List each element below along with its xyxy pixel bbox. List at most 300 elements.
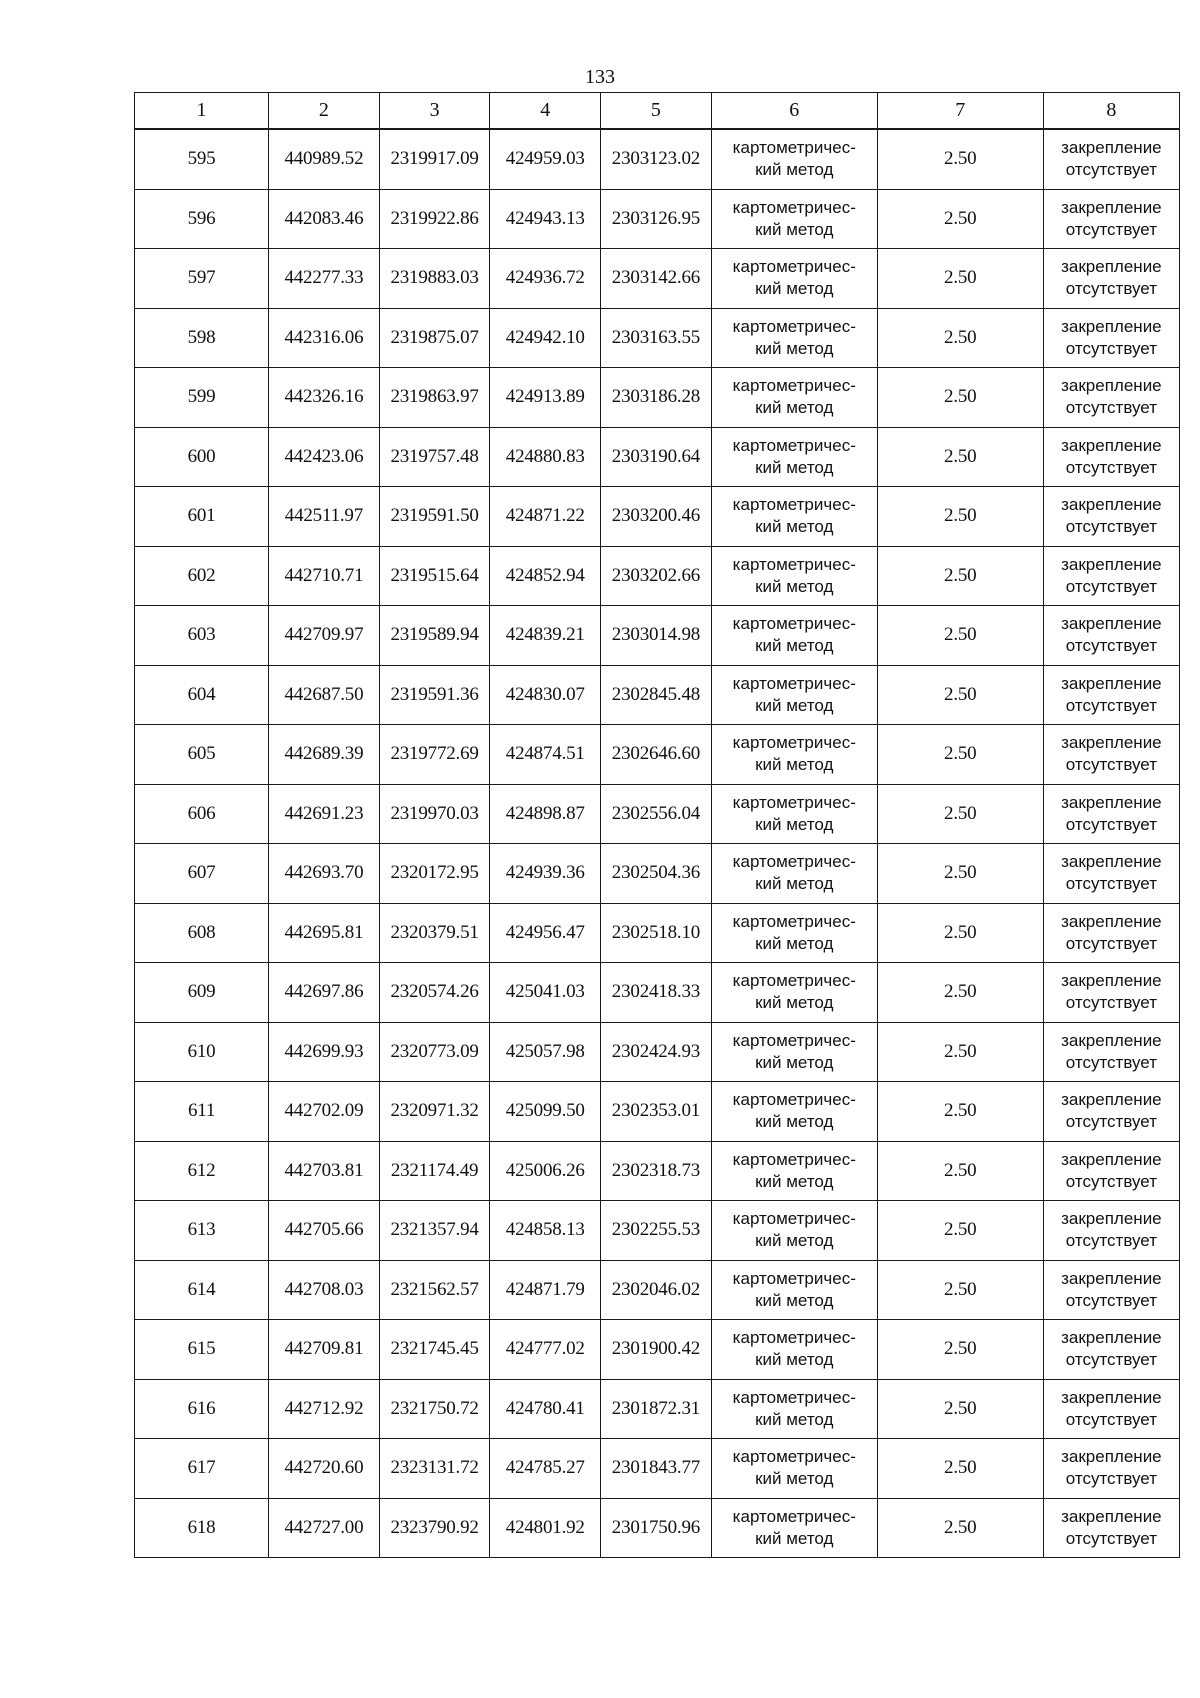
table-row: [135, 189, 1180, 249]
coordinate-cell-4: 424871.79: [490, 1260, 601, 1320]
fixation-cell: [1043, 1498, 1179, 1558]
fixation-cell-line-2: отсутствует: [1065, 398, 1157, 418]
accuracy-cell: 2.50: [877, 1201, 1043, 1261]
method-cell: [711, 963, 877, 1023]
method-cell: [711, 1439, 877, 1499]
coordinate-cell-5: 2303200.46: [601, 487, 712, 547]
method-cell-line-1: картометричес-: [732, 257, 856, 277]
coordinate-cell-3: 2319591.50: [379, 487, 490, 547]
coordinate-cell-2: 442423.06: [269, 427, 380, 487]
table-row: [135, 1320, 1180, 1380]
coordinate-cell-5: 2301900.42: [601, 1320, 712, 1380]
coordinate-cell-3: 2321745.45: [379, 1320, 490, 1380]
accuracy-cell: 2.50: [877, 1439, 1043, 1499]
coordinate-cell-2: 442705.66: [269, 1201, 380, 1261]
fixation-cell-line-1: закрепление: [1061, 1506, 1162, 1526]
method-cell-line-1: картометричес-: [732, 1506, 856, 1526]
method-cell-line-1: картометричес-: [732, 911, 856, 931]
method-cell-line-1: картометричес-: [732, 792, 856, 812]
method-cell-line-2: кий метод: [755, 279, 834, 299]
fixation-cell-line-2: отсутствует: [1065, 517, 1157, 537]
point-number-cell: 613: [135, 1201, 269, 1261]
point-number-cell: 616: [135, 1379, 269, 1439]
coordinate-cell-2: 442703.81: [269, 1141, 380, 1201]
method-cell-line-1: картометричес-: [732, 733, 856, 753]
method-cell-line-1: картометричес-: [732, 554, 856, 574]
fixation-cell-line-1: закрепление: [1061, 197, 1162, 217]
fixation-cell-line-2: отсутствует: [1065, 755, 1157, 775]
fixation-cell: [1043, 903, 1179, 963]
method-cell-line-1: картометричес-: [732, 316, 856, 336]
method-cell: [711, 487, 877, 547]
coordinate-cell-2: 442712.92: [269, 1379, 380, 1439]
coordinate-cell-5: 2303163.55: [601, 308, 712, 368]
coordinate-cell-4: 424880.83: [490, 427, 601, 487]
point-number-cell: 598: [135, 308, 269, 368]
point-number-cell: 618: [135, 1498, 269, 1558]
coordinate-cell-4: 424936.72: [490, 249, 601, 309]
coordinate-cell-3: 2320574.26: [379, 963, 490, 1023]
fixation-cell-line-2: отсутствует: [1065, 695, 1157, 715]
coordinate-cell-4: 424871.22: [490, 487, 601, 547]
method-cell-line-1: картометричес-: [732, 1268, 856, 1288]
method-cell-line-2: кий метод: [755, 1231, 834, 1251]
accuracy-cell: 2.50: [877, 308, 1043, 368]
coordinate-cell-3: 2323131.72: [379, 1439, 490, 1499]
accuracy-cell: 2.50: [877, 487, 1043, 547]
coordinate-cell-5: 2303202.66: [601, 546, 712, 606]
fixation-cell-line-1: закрепление: [1061, 316, 1162, 336]
coordinate-cell-4: 424830.07: [490, 665, 601, 725]
table-row: [135, 844, 1180, 904]
fixation-cell-line-2: отсутствует: [1065, 1171, 1157, 1191]
table-row: [135, 1260, 1180, 1320]
fixation-cell-line-2: отсутствует: [1065, 1052, 1157, 1072]
coordinate-cell-5: 2302353.01: [601, 1082, 712, 1142]
point-number-cell: 610: [135, 1022, 269, 1082]
fixation-cell-line-1: закрепление: [1061, 1149, 1162, 1169]
fixation-cell: [1043, 1201, 1179, 1261]
method-cell-line-1: картометричес-: [732, 852, 856, 872]
coordinate-cell-4: 424956.47: [490, 903, 601, 963]
point-number-cell: 615: [135, 1320, 269, 1380]
coordinate-cell-4: 424874.51: [490, 725, 601, 785]
coordinate-cell-4: 424801.92: [490, 1498, 601, 1558]
point-number-cell: 609: [135, 963, 269, 1023]
accuracy-cell: 2.50: [877, 1141, 1043, 1201]
page-number: 133: [585, 66, 615, 88]
fixation-cell-line-1: закрепление: [1061, 673, 1162, 693]
method-cell: [711, 903, 877, 963]
coordinate-cell-5: 2302646.60: [601, 725, 712, 785]
method-cell-line-2: кий метод: [755, 1290, 834, 1310]
point-number-cell: 606: [135, 784, 269, 844]
point-number-cell: 607: [135, 844, 269, 904]
method-cell: [711, 546, 877, 606]
coordinate-cell-4: 424777.02: [490, 1320, 601, 1380]
method-cell: [711, 129, 877, 189]
table-row: [135, 665, 1180, 725]
fixation-cell-line-2: отсутствует: [1065, 457, 1157, 477]
fixation-cell-line-2: отсутствует: [1065, 1350, 1157, 1370]
accuracy-cell: 2.50: [877, 784, 1043, 844]
coordinate-cell-4: 425057.98: [490, 1022, 601, 1082]
header-row: [135, 93, 1180, 130]
coordinate-cell-2: 442277.33: [269, 249, 380, 309]
coordinate-cell-4: 424943.13: [490, 189, 601, 249]
table-row: [135, 368, 1180, 428]
method-cell-line-1: картометричес-: [732, 614, 856, 634]
coordinate-cell-2: 442687.50: [269, 665, 380, 725]
method-cell-line-2: кий метод: [755, 1112, 834, 1132]
fixation-cell: [1043, 665, 1179, 725]
fixation-cell-line-1: закрепление: [1061, 971, 1162, 991]
coordinate-cell-5: 2303190.64: [601, 427, 712, 487]
coordinate-cell-4: 424839.21: [490, 606, 601, 666]
table-row: [135, 1498, 1180, 1558]
method-cell: [711, 1260, 877, 1320]
fixation-cell-line-1: закрепление: [1061, 376, 1162, 396]
coordinate-cell-5: 2303014.98: [601, 606, 712, 666]
coordinate-cell-5: 2301872.31: [601, 1379, 712, 1439]
column-header: 6: [711, 93, 877, 130]
coordinate-cell-3: 2319863.97: [379, 368, 490, 428]
method-cell-line-1: картометричес-: [732, 1328, 856, 1348]
method-cell-line-2: кий метод: [755, 695, 834, 715]
coordinate-cell-2: 442709.81: [269, 1320, 380, 1380]
coordinate-cell-3: 2319883.03: [379, 249, 490, 309]
method-cell-line-1: картометричес-: [732, 1447, 856, 1467]
coordinate-cell-2: 442511.97: [269, 487, 380, 547]
coordinate-cell-2: 442689.39: [269, 725, 380, 785]
method-cell: [711, 1201, 877, 1261]
coordinate-cell-4: 424898.87: [490, 784, 601, 844]
fixation-cell-line-1: закрепление: [1061, 1030, 1162, 1050]
accuracy-cell: 2.50: [877, 189, 1043, 249]
fixation-cell-line-1: закрепление: [1061, 495, 1162, 515]
accuracy-cell: 2.50: [877, 665, 1043, 725]
fixation-cell-line-2: отсутствует: [1065, 1469, 1157, 1489]
method-cell-line-1: картометричес-: [732, 197, 856, 217]
table-row: [135, 1141, 1180, 1201]
coordinate-cell-5: 2302255.53: [601, 1201, 712, 1261]
fixation-cell-line-1: закрепление: [1061, 257, 1162, 277]
method-cell: [711, 725, 877, 785]
fixation-cell: [1043, 249, 1179, 309]
coordinate-cell-5: 2303142.66: [601, 249, 712, 309]
method-cell-line-1: картометричес-: [732, 1149, 856, 1169]
fixation-cell-line-2: отсутствует: [1065, 1409, 1157, 1429]
accuracy-cell: 2.50: [877, 963, 1043, 1023]
coordinate-cell-3: 2319515.64: [379, 546, 490, 606]
coordinate-cell-5: 2303123.02: [601, 129, 712, 189]
fixation-cell: [1043, 784, 1179, 844]
method-cell: [711, 427, 877, 487]
coordinate-cell-5: 2302424.93: [601, 1022, 712, 1082]
fixation-cell-line-2: отсутствует: [1065, 993, 1157, 1013]
method-cell-line-1: картометричес-: [732, 971, 856, 991]
method-cell: [711, 189, 877, 249]
fixation-cell: [1043, 1082, 1179, 1142]
coordinate-cell-4: 424858.13: [490, 1201, 601, 1261]
coordinate-cell-5: 2302318.73: [601, 1141, 712, 1201]
fixation-cell-line-2: отсутствует: [1065, 1528, 1157, 1548]
accuracy-cell: 2.50: [877, 427, 1043, 487]
coordinate-cell-3: 2320971.32: [379, 1082, 490, 1142]
method-cell-line-2: кий метод: [755, 517, 834, 537]
coordinate-cell-3: 2319772.69: [379, 725, 490, 785]
table-row: [135, 1379, 1180, 1439]
method-cell-line-1: картометричес-: [732, 495, 856, 515]
fixation-cell: [1043, 963, 1179, 1023]
coordinate-cell-2: 442699.93: [269, 1022, 380, 1082]
method-cell-line-2: кий метод: [755, 1171, 834, 1191]
coordinate-cell-5: 2302418.33: [601, 963, 712, 1023]
column-header: 5: [601, 93, 712, 130]
method-cell: [711, 784, 877, 844]
fixation-cell-line-2: отсутствует: [1065, 933, 1157, 953]
method-cell-line-2: кий метод: [755, 874, 834, 894]
method-cell-line-2: кий метод: [755, 576, 834, 596]
table-row: [135, 1022, 1180, 1082]
coordinate-cell-4: 425099.50: [490, 1082, 601, 1142]
coordinate-cell-3: 2321174.49: [379, 1141, 490, 1201]
point-number-cell: 603: [135, 606, 269, 666]
coordinate-cell-5: 2302046.02: [601, 1260, 712, 1320]
table-row: [135, 963, 1180, 1023]
column-header: 1: [135, 93, 269, 130]
method-cell: [711, 1498, 877, 1558]
fixation-cell: [1043, 368, 1179, 428]
fixation-cell: [1043, 546, 1179, 606]
column-header: 8: [1043, 93, 1179, 130]
method-cell: [711, 1022, 877, 1082]
fixation-cell: [1043, 487, 1179, 547]
accuracy-cell: 2.50: [877, 129, 1043, 189]
coordinate-cell-5: 2302845.48: [601, 665, 712, 725]
point-number-cell: 604: [135, 665, 269, 725]
column-header: 3: [379, 93, 490, 130]
coordinate-cell-4: 424913.89: [490, 368, 601, 428]
fixation-cell-line-2: отсутствует: [1065, 1231, 1157, 1251]
fixation-cell: [1043, 725, 1179, 785]
accuracy-cell: 2.50: [877, 844, 1043, 904]
point-number-cell: 595: [135, 129, 269, 189]
method-cell-line-2: кий метод: [755, 636, 834, 656]
accuracy-cell: 2.50: [877, 1498, 1043, 1558]
table-row: [135, 903, 1180, 963]
fixation-cell-line-2: отсутствует: [1065, 160, 1157, 180]
coordinate-cell-4: 424852.94: [490, 546, 601, 606]
fixation-cell-line-1: закрепление: [1061, 792, 1162, 812]
table-row: [135, 249, 1180, 309]
coordinate-cell-5: 2302556.04: [601, 784, 712, 844]
fixation-cell-line-2: отсутствует: [1065, 636, 1157, 656]
coordinate-cell-4: 424942.10: [490, 308, 601, 368]
accuracy-cell: 2.50: [877, 1082, 1043, 1142]
fixation-cell-line-2: отсутствует: [1065, 874, 1157, 894]
method-cell: [711, 368, 877, 428]
point-number-cell: 612: [135, 1141, 269, 1201]
coordinate-cell-2: 440989.52: [269, 129, 380, 189]
fixation-cell: [1043, 427, 1179, 487]
method-cell-line-1: картометричес-: [732, 376, 856, 396]
coordinate-cell-3: 2319757.48: [379, 427, 490, 487]
fixation-cell: [1043, 1439, 1179, 1499]
fixation-cell-line-1: закрепление: [1061, 435, 1162, 455]
coordinate-cell-5: 2302518.10: [601, 903, 712, 963]
point-number-cell: 611: [135, 1082, 269, 1142]
coordinate-cell-3: 2319591.36: [379, 665, 490, 725]
table-header: [135, 93, 1180, 130]
coordinate-cell-2: 442697.86: [269, 963, 380, 1023]
accuracy-cell: 2.50: [877, 249, 1043, 309]
coordinate-cell-5: 2301750.96: [601, 1498, 712, 1558]
fixation-cell-line-2: отсутствует: [1065, 1112, 1157, 1132]
fixation-cell-line-2: отсутствует: [1065, 338, 1157, 358]
coordinate-cell-2: 442710.71: [269, 546, 380, 606]
coordinate-cell-2: 442702.09: [269, 1082, 380, 1142]
coordinate-cell-4: 425006.26: [490, 1141, 601, 1201]
coordinates-table: [134, 92, 1180, 1558]
coordinate-cell-4: 424959.03: [490, 129, 601, 189]
accuracy-cell: 2.50: [877, 1379, 1043, 1439]
method-cell-line-2: кий метод: [755, 755, 834, 775]
method-cell-line-1: картометричес-: [732, 1209, 856, 1229]
fixation-cell-line-2: отсутствует: [1065, 279, 1157, 299]
method-cell-line-1: картометричес-: [732, 1030, 856, 1050]
coordinate-cell-2: 442326.16: [269, 368, 380, 428]
fixation-cell-line-2: отсутствует: [1065, 1290, 1157, 1310]
fixation-cell: [1043, 1379, 1179, 1439]
fixation-cell: [1043, 129, 1179, 189]
fixation-cell-line-1: закрепление: [1061, 554, 1162, 574]
coordinate-cell-3: 2320172.95: [379, 844, 490, 904]
coordinate-cell-3: 2319875.07: [379, 308, 490, 368]
method-cell-line-1: картометричес-: [732, 673, 856, 693]
coordinate-cell-5: 2301843.77: [601, 1439, 712, 1499]
coordinate-cell-3: 2319589.94: [379, 606, 490, 666]
fixation-cell: [1043, 1260, 1179, 1320]
method-cell-line-1: картометричес-: [732, 138, 856, 158]
coordinate-cell-5: 2303186.28: [601, 368, 712, 428]
fixation-cell: [1043, 844, 1179, 904]
coordinate-cell-2: 442083.46: [269, 189, 380, 249]
method-cell-line-2: кий метод: [755, 1528, 834, 1548]
fixation-cell: [1043, 606, 1179, 666]
point-number-cell: 600: [135, 427, 269, 487]
method-cell-line-2: кий метод: [755, 1469, 834, 1489]
fixation-cell-line-1: закрепление: [1061, 911, 1162, 931]
coordinate-cell-2: 442695.81: [269, 903, 380, 963]
accuracy-cell: 2.50: [877, 725, 1043, 785]
coordinate-cell-4: 424785.27: [490, 1439, 601, 1499]
fixation-cell-line-2: отсутствует: [1065, 814, 1157, 834]
coordinate-cell-4: 424939.36: [490, 844, 601, 904]
method-cell: [711, 249, 877, 309]
method-cell-line-1: картометричес-: [732, 435, 856, 455]
point-number-cell: 597: [135, 249, 269, 309]
coordinate-cell-2: 442727.00: [269, 1498, 380, 1558]
fixation-cell: [1043, 308, 1179, 368]
coordinate-cell-2: 442708.03: [269, 1260, 380, 1320]
method-cell-line-2: кий метод: [755, 933, 834, 953]
fixation-cell-line-1: закрепление: [1061, 733, 1162, 753]
point-number-cell: 596: [135, 189, 269, 249]
fixation-cell-line-2: отсутствует: [1065, 219, 1157, 239]
coordinate-cell-5: 2303126.95: [601, 189, 712, 249]
table-row: [135, 1201, 1180, 1261]
method-cell-line-2: кий метод: [755, 338, 834, 358]
fixation-cell: [1043, 189, 1179, 249]
column-header: 7: [877, 93, 1043, 130]
fixation-cell: [1043, 1141, 1179, 1201]
coordinate-cell-2: 442693.70: [269, 844, 380, 904]
point-number-cell: 602: [135, 546, 269, 606]
fixation-cell-line-1: закрепление: [1061, 1447, 1162, 1467]
column-header: 2: [269, 93, 380, 130]
coordinate-cell-3: 2320379.51: [379, 903, 490, 963]
fixation-cell-line-1: закрепление: [1061, 852, 1162, 872]
coordinate-cell-3: 2320773.09: [379, 1022, 490, 1082]
table-row: [135, 784, 1180, 844]
coordinate-cell-4: 425041.03: [490, 963, 601, 1023]
method-cell-line-1: картометричес-: [732, 1387, 856, 1407]
method-cell: [711, 1320, 877, 1380]
accuracy-cell: 2.50: [877, 1022, 1043, 1082]
coordinate-cell-5: 2302504.36: [601, 844, 712, 904]
coordinate-cell-4: 424780.41: [490, 1379, 601, 1439]
accuracy-cell: 2.50: [877, 546, 1043, 606]
accuracy-cell: 2.50: [877, 606, 1043, 666]
accuracy-cell: 2.50: [877, 368, 1043, 428]
method-cell-line-2: кий метод: [755, 457, 834, 477]
coordinate-cell-3: 2321750.72: [379, 1379, 490, 1439]
fixation-cell-line-1: закрепление: [1061, 1387, 1162, 1407]
accuracy-cell: 2.50: [877, 1260, 1043, 1320]
coordinate-cell-2: 442720.60: [269, 1439, 380, 1499]
table-row: [135, 1082, 1180, 1142]
point-number-cell: 605: [135, 725, 269, 785]
method-cell-line-2: кий метод: [755, 1052, 834, 1072]
method-cell-line-2: кий метод: [755, 993, 834, 1013]
point-number-cell: 608: [135, 903, 269, 963]
method-cell-line-2: кий метод: [755, 160, 834, 180]
table-body: [135, 129, 1180, 1558]
accuracy-cell: 2.50: [877, 903, 1043, 963]
table-row: [135, 606, 1180, 666]
table-row: [135, 1439, 1180, 1499]
fixation-cell: [1043, 1320, 1179, 1380]
fixation-cell-line-1: закрепление: [1061, 614, 1162, 634]
coordinate-cell-3: 2323790.92: [379, 1498, 490, 1558]
coordinate-cell-2: 442709.97: [269, 606, 380, 666]
fixation-cell-line-1: закрепление: [1061, 1328, 1162, 1348]
table-row: [135, 546, 1180, 606]
coordinate-cell-3: 2319970.03: [379, 784, 490, 844]
coordinate-cell-3: 2319922.86: [379, 189, 490, 249]
point-number-cell: 617: [135, 1439, 269, 1499]
fixation-cell-line-2: отсутствует: [1065, 576, 1157, 596]
accuracy-cell: 2.50: [877, 1320, 1043, 1380]
method-cell: [711, 1141, 877, 1201]
coordinate-cell-2: 442316.06: [269, 308, 380, 368]
method-cell: [711, 1082, 877, 1142]
fixation-cell-line-1: закрепление: [1061, 1209, 1162, 1229]
method-cell-line-2: кий метод: [755, 1350, 834, 1370]
table-row: [135, 308, 1180, 368]
method-cell: [711, 1379, 877, 1439]
